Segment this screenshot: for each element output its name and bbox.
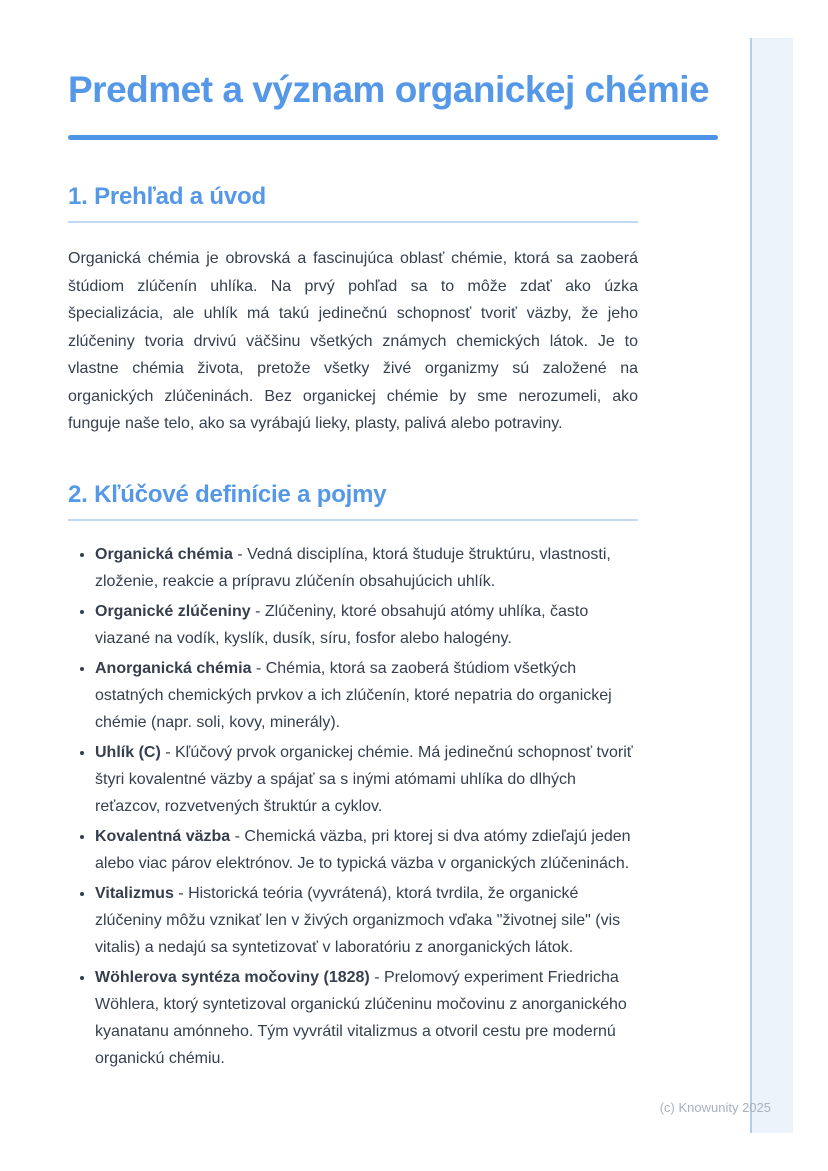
section-definitions (68, 480, 638, 1072)
definition-item (95, 823, 638, 877)
section-2-divider (68, 519, 638, 521)
definition-term: Vitalizmus (95, 884, 174, 902)
definition-text: - Prelomový experiment Friedricha Wöhlera, ktorý syntetizoval organickú zlúčeninu močovinu z anorganického kyanatanu amónneho. Tým vyvrátil vitalizmus a otvoril cestu pre modernú organickú chémiu. (95, 968, 627, 1067)
definition-text: - Vedná disciplína, ktorá študuje štruktúru, vlastnosti, zloženie, reakcie a prípravu zlúčenín obsahujúcich uhlík. (95, 545, 611, 590)
definition-term: Uhlík (C) (95, 743, 161, 761)
definition-item (95, 880, 638, 961)
definition-item (95, 541, 638, 595)
definition-item (95, 655, 638, 736)
definition-text: - Chémia, ktorá sa zaoberá štúdiom všetkých ostatných chemických prvkov a ich zlúčenín, ktoré nepatria do organickej chémie (napr. soli, kovy, minerály). (95, 659, 612, 731)
definition-item (95, 964, 638, 1072)
section-1-divider (68, 221, 638, 223)
section-2-heading: 2. Kľúčové definície a pojmy (68, 480, 387, 508)
definition-item (95, 739, 638, 820)
page-edge-strip (750, 38, 793, 1133)
definition-item (95, 598, 638, 652)
definition-text: - Historická teória (vyvrátená), ktorá tvrdila, že organické zlúčeniny môžu vznikať len v živých organizmoch vďaka "životnej sile" (vis vitalis) a nedajú sa syntetizovať v laboratóriu z anorganických látok. (95, 884, 621, 956)
definition-term: Anorganická chémia (95, 659, 252, 677)
definition-text: - Chemická väzba, pri ktorej si dva atómy zdieľajú jeden alebo viac párov elektrónov. Je to typická väzba v organických zlúčeninách. (95, 827, 631, 872)
page-title: Predmet a význam organickej chémie (68, 69, 710, 110)
footer-credit: (c) Knowunity 2025 (659, 1100, 771, 1115)
definition-term: Kovalentná väzba (95, 827, 231, 845)
title-divider (68, 135, 718, 140)
page-content (68, 66, 718, 1075)
definition-term: Wöhlerova syntéza močoviny (1828) (95, 968, 370, 986)
definition-term: Organická chémia (95, 545, 233, 563)
definition-text: - Zlúčeniny, ktoré obsahujú atómy uhlíka, často viazané na vodík, kyslík, dusík, síru, fosfor alebo halogény. (95, 602, 589, 647)
definition-term: Organické zlúčeniny (95, 602, 251, 620)
definition-text: - Kľúčový prvok organickej chémie. Má jedinečnú schopnosť tvoriť štyri kovalentné väzby a spájať sa s inými atómami uhlíka do dlhých reťazcov, rozvetvených štruktúr a cyklov. (95, 743, 633, 815)
section-overview (68, 182, 638, 438)
definitions-list (68, 541, 638, 1072)
section-1-heading: 1. Prehľad a úvod (68, 183, 266, 210)
section-1-paragraph: Organická chémia je obrovská a fascinujúca oblasť chémie, ktorá sa zaoberá štúdiom zlúčenín uhlíka. Na prvý pohľad sa to môže zdať ako úzka špecializácia, ale uhlík má takú jedinečnú schopnosť tvoriť väzby, že jeho zlúčeniny tvoria drvivú väčšinu všetkých známych chemických látok. Je to vlastne chémia života, pretože všetky živé organizmy sú založené na organických zlúčeninách. Bez organickej chémie by sme nerozumeli, ako funguje naše telo, ako sa vyrábajú lieky, plasty, palivá alebo potraviny. (68, 250, 638, 432)
